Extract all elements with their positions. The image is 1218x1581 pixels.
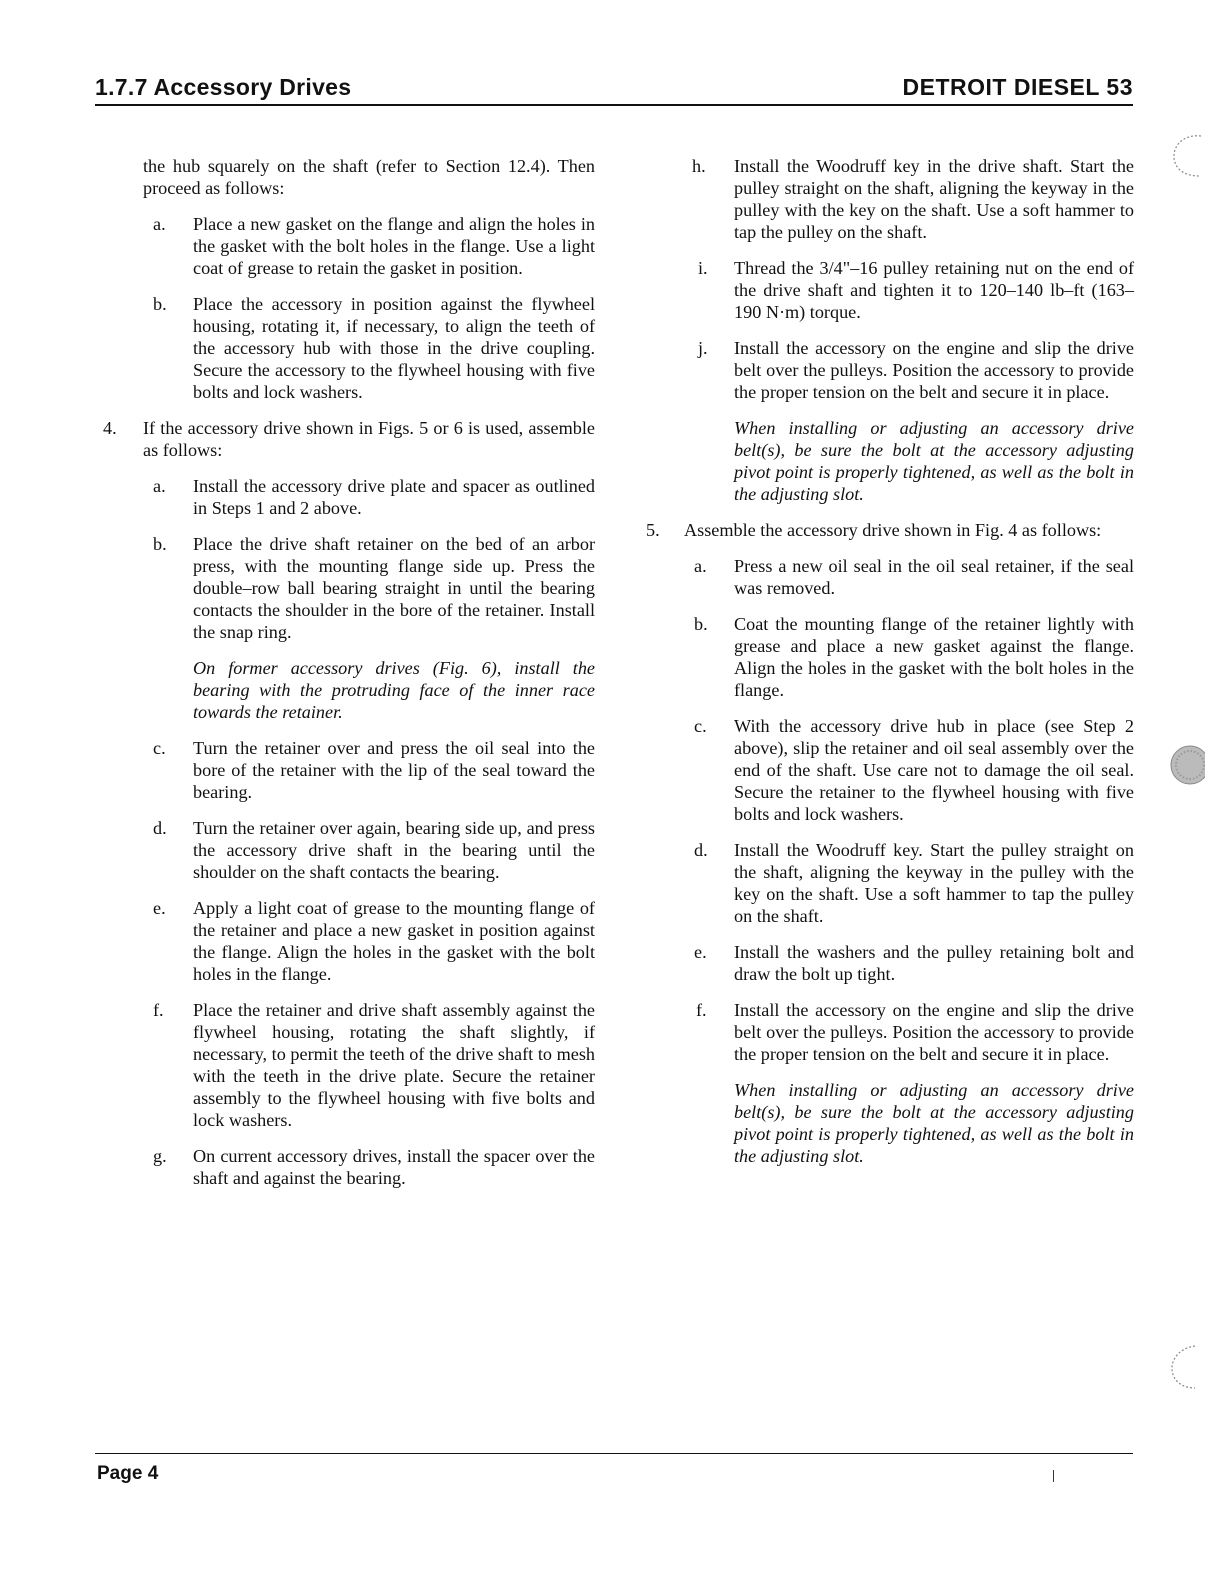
item-text: Install the Woodruff key. Start the pulley straight on the shaft, aligning the keyway in the pulley with the key on the shaft. Use a soft hammer to tap the pulley on the shaft. [734, 840, 1134, 926]
step3-item-b [153, 293, 595, 403]
item-text: Turn the retainer over and press the oil seal into the bore of the retainer with the lip of the seal toward the bearing. [193, 738, 595, 802]
item-text: Apply a light coat of grease to the mounting flange of the retainer and place a new gasket in position against the flange. Align the holes in the gasket with the bolt holes in the flange. [193, 898, 595, 984]
item-text: Install the accessory drive plate and spacer as outlined in Steps 1 and 2 above. [193, 476, 595, 518]
binder-hole-top-icon [1165, 130, 1210, 180]
step-5 [640, 519, 1134, 541]
step5-item-b [694, 613, 1134, 701]
item-text: Place the retainer and drive shaft assembly against the flywheel housing, rotating the shaft slightly, if necessary, to permit the teeth of the drive shaft to mesh with the teeth in the drive plate. Secure the retainer assembly to the flywheel housing with five bolts and lock washers. [193, 1000, 595, 1130]
section-title: 1.7.7 Accessory Drives [95, 74, 352, 100]
step-4 [103, 417, 595, 461]
left-column [103, 155, 595, 1203]
step4-item-e [153, 897, 595, 985]
item-marker: e. [153, 898, 166, 918]
step-number: 4. [103, 418, 117, 438]
item-marker: b. [153, 534, 167, 554]
step5-item-d [694, 839, 1134, 927]
item-marker: d. [153, 818, 167, 838]
step-number: 5. [646, 520, 660, 540]
item-marker: e. [694, 942, 707, 962]
step4-item-h [692, 155, 1134, 243]
step4-item-i [698, 257, 1134, 323]
item-marker: b. [694, 614, 708, 634]
item-marker: c. [694, 716, 707, 736]
item-marker: a. [694, 556, 707, 576]
item-text: Install the accessory on the engine and slip the drive belt over the pulleys. Position the accessory to provide the proper tension on the belt and secure it in place. [734, 1000, 1134, 1064]
footer-tick-mark [1053, 1470, 1054, 1482]
item-text: Place a new gasket on the flange and align the holes in the gasket with the bolt holes in the flange. Use a light coat of grease to retain the gasket in position. [193, 214, 595, 278]
step5-item-a [694, 555, 1134, 599]
step5-item-f [696, 999, 1134, 1065]
step-text: If the accessory drive shown in Figs. 5 or 6 is used, assemble as follows: [143, 418, 595, 460]
step3-item-a [153, 213, 595, 279]
binder-hole-bottom-icon [1165, 1340, 1210, 1395]
step-text: Assemble the accessory drive shown in Fig. 4 as follows: [684, 520, 1102, 540]
item-marker: c. [153, 738, 166, 758]
step4-item-a [153, 475, 595, 519]
item-text: Place the accessory in position against the flywheel housing, rotating it, if necessary, to align the teeth of the accessory hub with those in the drive coupling. Secure the accessory to the flywheel housing with five bolts and lock washers. [193, 294, 595, 402]
page-header [95, 74, 1133, 106]
step4-item-d [153, 817, 595, 883]
item-text: With the accessory drive hub in place (see Step 2 above), slip the retainer and oil seal assembly over the end of the shaft. Use care not to damage the oil seal. Secure the retainer to the flywheel housing with five bolts and lock washers. [734, 716, 1134, 824]
item-marker: i. [698, 258, 708, 278]
step5-item-e [694, 941, 1134, 985]
step4-item-c [153, 737, 595, 803]
item-text: On current accessory drives, install the spacer over the shaft and against the bearing. [193, 1146, 595, 1188]
item-text: Press a new oil seal in the oil seal retainer, if the seal was removed. [734, 556, 1134, 598]
item-marker: d. [694, 840, 708, 860]
right-column [640, 155, 1134, 1181]
item-text: Coat the mounting flange of the retainer lightly with grease and place a new gasket against the flange. Align the holes in the gasket with the bolt holes in the flange. [734, 614, 1134, 700]
note-belt-adjust-1: When installing or adjusting an accessory drive belt(s), be sure the bolt at the accessory adjusting pivot point is properly tightened, as well as the bolt in the adjusting slot. [734, 418, 1134, 504]
step4-item-j [698, 337, 1134, 403]
intro-paragraph: the hub squarely on the shaft (refer to Section 12.4). Then proceed as follows: [143, 156, 595, 198]
item-marker: j. [698, 338, 708, 358]
item-text: Install the Woodruff key in the drive shaft. Start the pulley straight on the shaft, aligning the keyway in the pulley with the key on the shaft. Use a soft hammer to tap the pulley on the shaft. [734, 156, 1134, 242]
item-text: Place the drive shaft retainer on the bed of an arbor press, with the mounting flange side up. Press the double–row ball bearing straight in until the bearing contacts the shoulder in the bore of the retainer. Install the snap ring. [193, 534, 595, 642]
step4-item-b [153, 533, 595, 643]
item-marker: b. [153, 294, 167, 314]
footer-rule [95, 1453, 1133, 1454]
step4-item-g [153, 1145, 595, 1189]
step4-item-f [153, 999, 595, 1131]
note-belt-adjust-2: When installing or adjusting an accessory drive belt(s), be sure the bolt at the accessory adjusting pivot point is properly tightened, as well as the bolt in the adjusting slot. [734, 1080, 1134, 1166]
item-text: Thread the 3/4"–16 pulley retaining nut on the end of the drive shaft and tighten it to 120–140 lb–ft (163–190 N·m) torque. [734, 258, 1134, 322]
note-former-drives: On former accessory drives (Fig. 6), install the bearing with the protruding face of the inner race towards the retainer. [193, 658, 595, 722]
item-text: Install the washers and the pulley retaining bolt and draw the bolt up tight. [734, 942, 1134, 984]
item-marker: a. [153, 476, 166, 496]
item-text: Install the accessory on the engine and slip the drive belt over the pulleys. Position the accessory to provide the proper tension on the belt and secure it in place. [734, 338, 1134, 402]
item-marker: h. [692, 156, 706, 176]
item-marker: a. [153, 214, 166, 234]
item-marker: g. [153, 1146, 167, 1166]
step5-item-c [694, 715, 1134, 825]
page-number: Page 4 [97, 1463, 159, 1484]
binder-hole-middle-icon [1165, 740, 1205, 790]
item-marker: f. [696, 1000, 707, 1020]
item-text: Turn the retainer over again, bearing side up, and press the accessory drive shaft in the bearing until the shoulder on the shaft contacts the bearing. [193, 818, 595, 882]
manual-title: DETROIT DIESEL 53 [902, 74, 1133, 100]
item-marker: f. [153, 1000, 164, 1020]
